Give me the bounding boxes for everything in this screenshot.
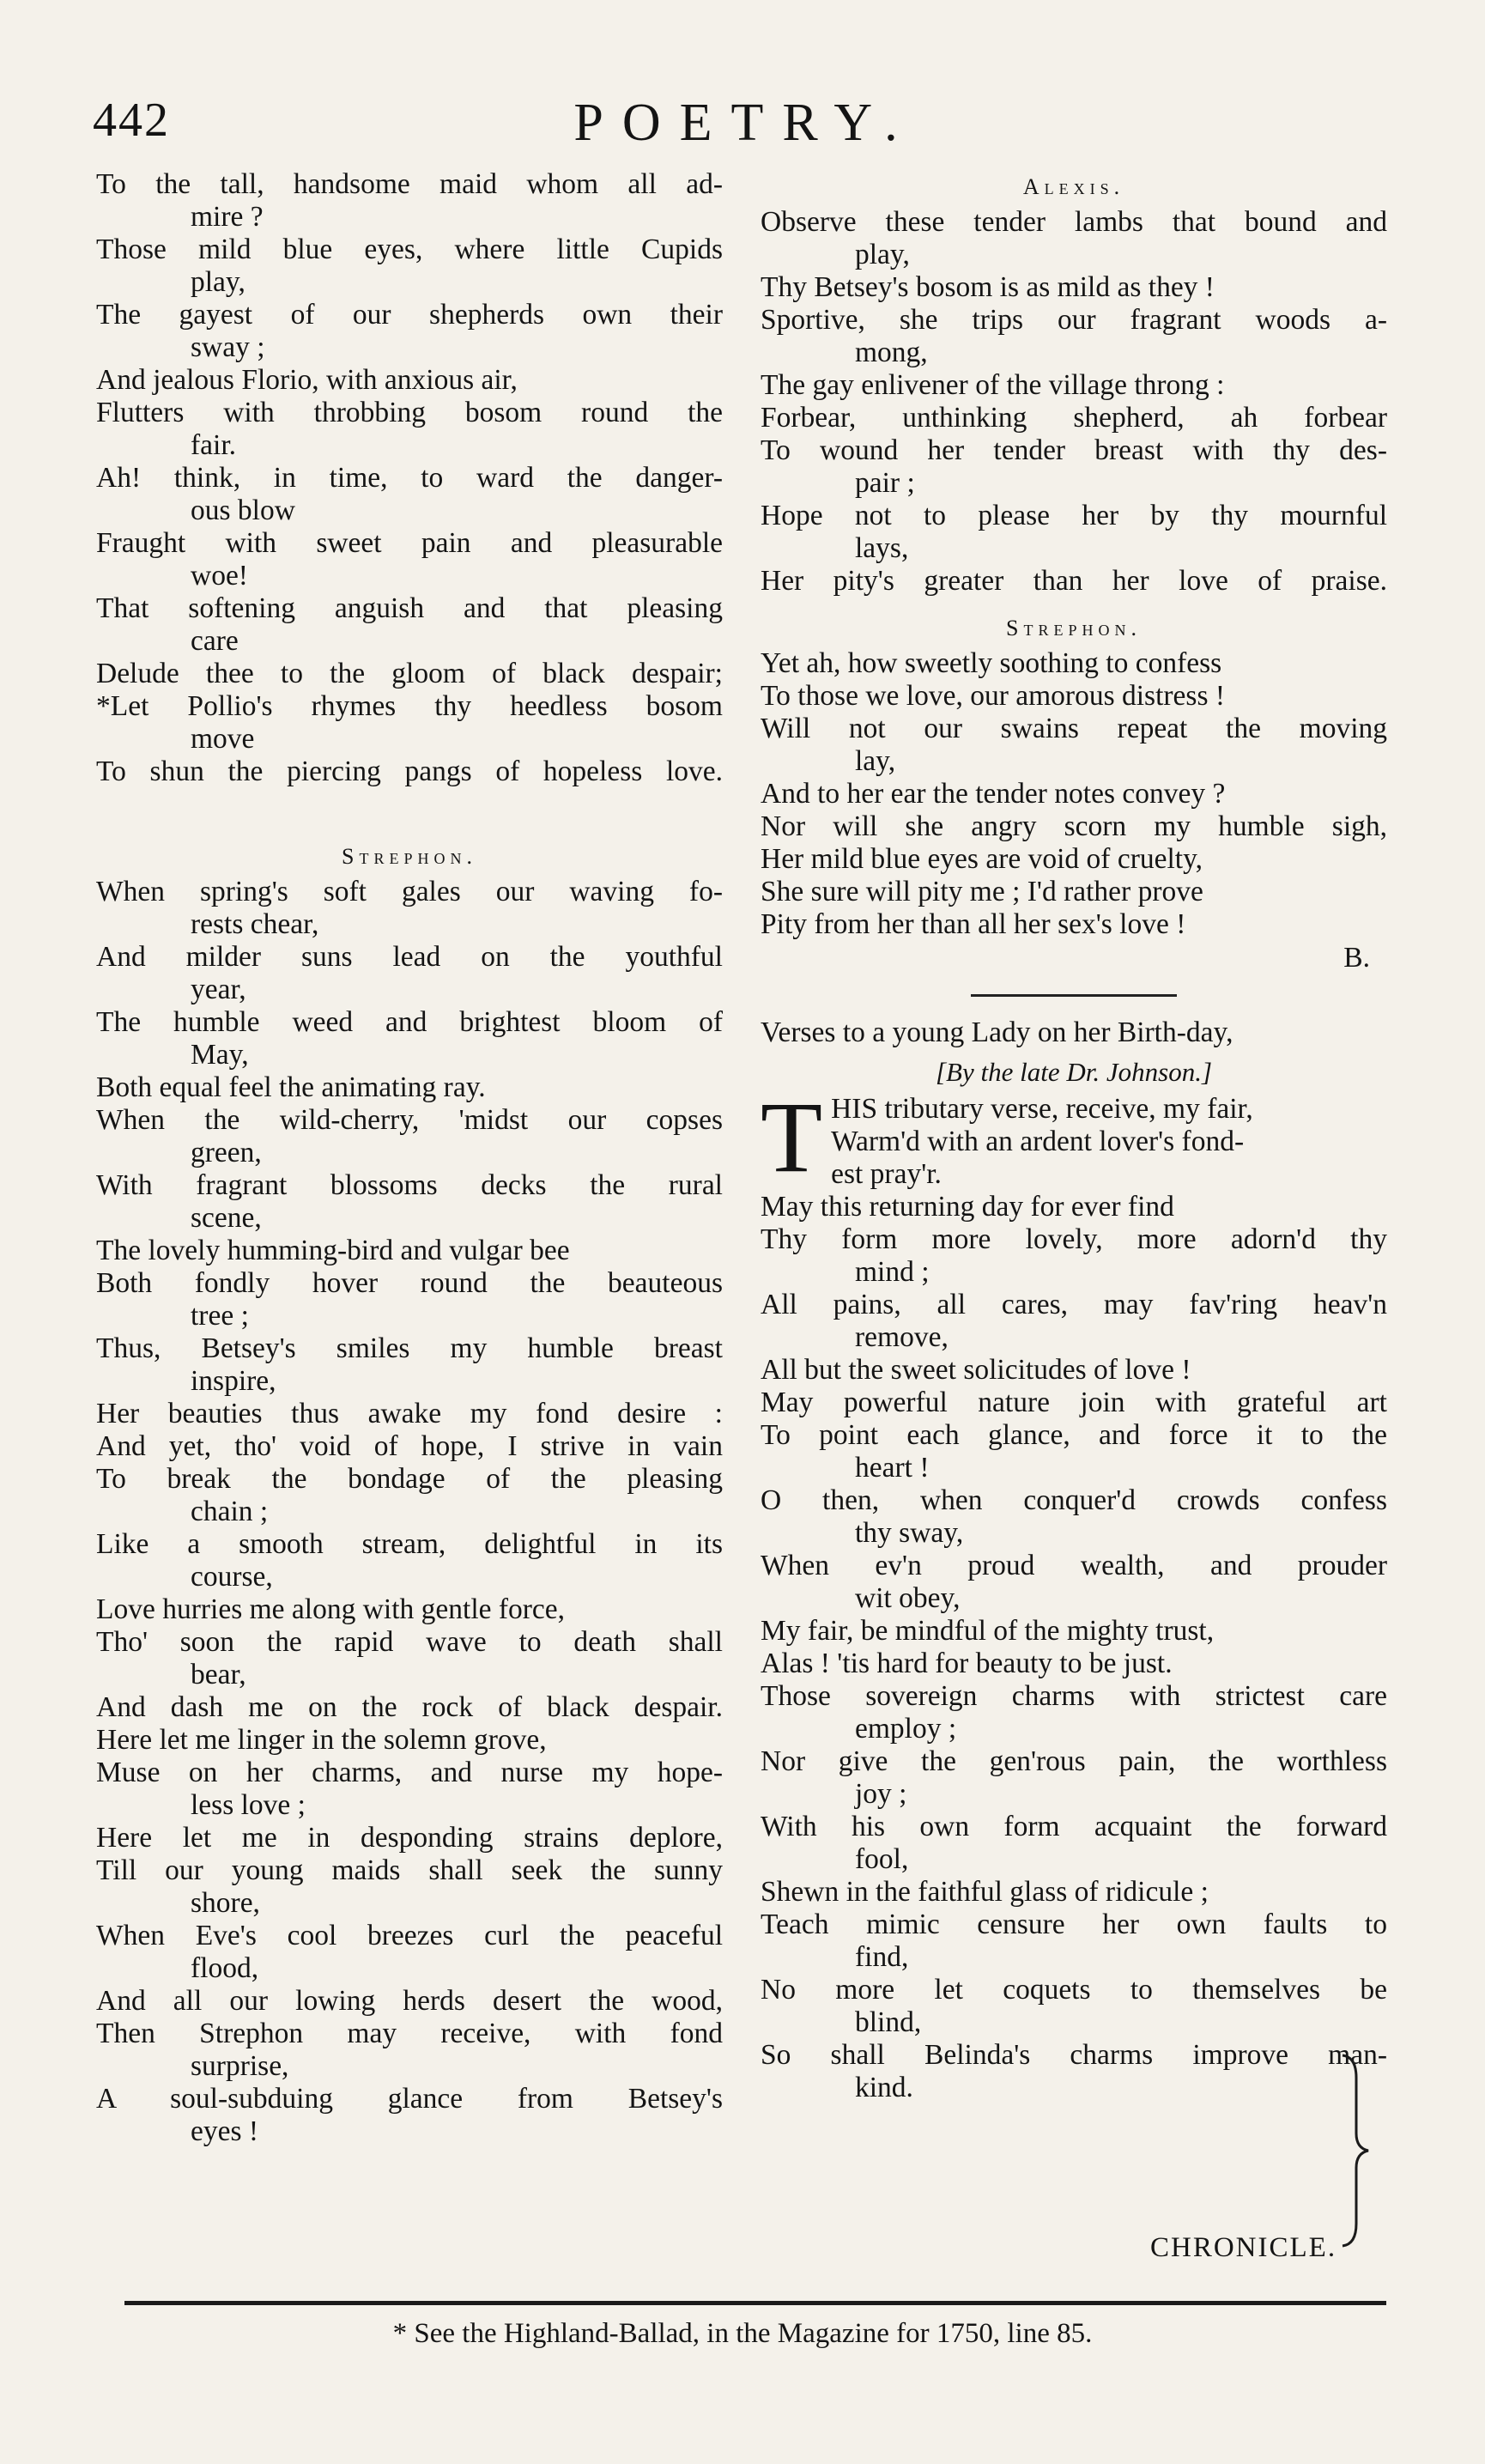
verse-line: The humble weed and brightest bloom of [96, 1006, 723, 1038]
poem-stanza-strephon [96, 876, 723, 2148]
verse-line: The lovely humming-bird and vulgar bee [96, 1235, 570, 1266]
verse-line: Both fondly hover round the beauteous [96, 1267, 723, 1299]
poem-stanza-strephon-reply [761, 647, 1387, 941]
verse-line: Till our young maids shall seek the sunny [96, 1854, 723, 1886]
left-column [96, 168, 723, 2148]
verse-line: Observe these tender lambs that bound and [761, 206, 1387, 238]
verse-line: Nor give the gen'rous pain, the worthless [761, 1745, 1387, 1777]
verse-line: Her pity's greater than her love of praise. [761, 565, 1387, 597]
poem-stanza-alexis [761, 206, 1387, 598]
verse-line: Muse on her charms, and nurse my hope- [96, 1757, 723, 1788]
verse-line: shore, [191, 1887, 260, 1919]
verse-line: Thus, Betsey's smiles my humble breast [96, 1332, 723, 1364]
verse-line: fair. [191, 429, 237, 461]
speaker-heading: Strephon. [342, 844, 477, 869]
verses-attribution: [By the late Dr. Johnson.] [935, 1057, 1213, 1087]
verse-line: And milder suns lead on the youthful [96, 941, 723, 973]
verse-line: And dash me on the rock of black despair. [96, 1691, 723, 1723]
verse-line: When the wild-cherry, 'midst our copses [96, 1104, 723, 1136]
verse-line: With his own form acquaint the forward [761, 1811, 1387, 1842]
verse-line: To wound her tender breast with thy des- [761, 434, 1387, 466]
verse-line: The gayest of our shepherds own their [96, 299, 723, 331]
verse-line: To the tall, handsome maid whom all ad- [96, 168, 723, 200]
verse-line: Thy form more lovely, more adorn'd thy [761, 1223, 1387, 1255]
verse-line: To break the bondage of the pleasing [96, 1463, 723, 1495]
verse-line: And jealous Florio, with anxious air, [96, 364, 518, 396]
verses-opening [761, 1093, 1387, 1191]
verse-line: Yet ah, how sweetly soothing to confess [761, 647, 1222, 679]
verse-line: kind. [855, 2072, 913, 2103]
verse-line: mire ? [191, 201, 264, 233]
verse-line: All but the sweet solicitudes of love ! [761, 1354, 1191, 1386]
verse-line: play, [191, 266, 245, 298]
verse-line: flood, [191, 1952, 259, 1984]
verse-line: thy sway, [855, 1517, 964, 1549]
verse-line: Pity from her than all her sex's love ! [761, 908, 1186, 940]
verse-line: est pray'r. [831, 1158, 942, 1190]
verse-line: Those sovereign charms with strictest care [761, 1680, 1387, 1712]
verse-line: When ev'n proud wealth, and prouder [761, 1550, 1387, 1581]
verse-line: Tho' soon the rapid wave to death shall [96, 1626, 723, 1658]
verse-line: surprise, [191, 2050, 289, 2082]
verse-line: heart ! [855, 1452, 930, 1484]
verse-line: O then, when conquer'd crowds confess [761, 1484, 1387, 1516]
verse-line: Flutters with throbbing bosom round the [96, 397, 723, 428]
verse-line: Ah! think, in time, to ward the danger- [96, 462, 723, 494]
page-header [93, 93, 1397, 161]
signature: B. [1343, 942, 1370, 974]
verse-line: mong, [855, 337, 928, 368]
verse-line: Then Strephon may receive, with fond [96, 2018, 723, 2049]
verse-line: My fair, be mindful of the mighty trust, [761, 1615, 1215, 1647]
section-divider [971, 994, 1177, 997]
verse-line: She sure will pity me ; I'd rather prove [761, 876, 1203, 907]
verse-line: course, [191, 1561, 273, 1593]
verse-line: lays, [855, 532, 909, 564]
verse-line: year, [191, 974, 246, 1005]
verse-line: Her beauties thus awake my fond desire : [96, 1398, 723, 1429]
verse-line: Those mild blue eyes, where little Cupids [96, 234, 723, 265]
verse-line: No more let coquets to themselves be [761, 1974, 1387, 2006]
verse-line: To those we love, our amorous distress ! [761, 680, 1226, 712]
verse-line: find, [855, 1941, 909, 1973]
verse-line: May this returning day for ever find [761, 1191, 1174, 1223]
verse-line: mind ; [855, 1256, 930, 1288]
verses-body [761, 1191, 1387, 2104]
verse-line: A soul-subduing glance from Betsey's [96, 2083, 723, 2115]
verse-line: Delude thee to the gloom of black despair; [96, 658, 723, 689]
verse-line: tree ; [191, 1300, 249, 1332]
catchword: CHRONICLE. [1150, 2232, 1337, 2263]
footnote: * See the Highland-Ballad, in the Magazine for 1750, line 85. [392, 2318, 1093, 2349]
drop-cap: T [761, 1093, 823, 1191]
verse-line: blind, [855, 2006, 922, 2038]
verse-line: joy ; [855, 1778, 907, 1810]
verse-line: With fragrant blossoms decks the rural [96, 1169, 723, 1201]
verse-line: When Eve's cool breezes curl the peaceful [96, 1920, 723, 1951]
verse-line: All pains, all cares, may fav'ring heav'n [761, 1289, 1387, 1320]
verses-title: Verses to a young Lady on her Birth-day, [761, 1017, 1233, 1048]
verse-line: woe! [191, 560, 248, 592]
verse-line: And all our lowing herds desert the wood, [96, 1985, 723, 2017]
right-column [761, 168, 1387, 2104]
verse-line: Warm'd with an ardent lover's fond- [831, 1126, 1245, 1157]
footer-rule [124, 2301, 1386, 2305]
poem-stanza-top [96, 168, 723, 788]
verse-line: May, [191, 1039, 249, 1071]
verse-line: Forbear, unthinking shepherd, ah forbear [761, 402, 1387, 434]
verse-line: HIS tributary verse, receive, my fair, [831, 1093, 1253, 1125]
verse-line: employ ; [855, 1713, 957, 1745]
verse-line: The gay enlivener of the village throng : [761, 369, 1225, 401]
verse-line: So shall Belinda's charms improve man- [761, 2039, 1387, 2071]
verse-line: inspire, [191, 1365, 276, 1397]
verse-line: play, [855, 239, 910, 270]
verse-line: Like a smooth stream, delightful in its [96, 1528, 723, 1560]
verse-line: Nor will she angry scorn my humble sigh, [761, 810, 1387, 842]
verse-line: Sportive, she trips our fragrant woods a- [761, 304, 1387, 336]
verse-line: Here let me in desponding strains deplore, [96, 1822, 723, 1854]
verse-line: Thy Betsey's bosom is as mild as they ! [761, 271, 1215, 303]
speaker-heading-strephon: Strephon. [1006, 616, 1142, 640]
verse-line: scene, [191, 1202, 262, 1234]
verse-line: May powerful nature join with grateful art [761, 1387, 1387, 1418]
verse-line: care [191, 625, 239, 657]
verse-line: Teach mimic censure her own faults to [761, 1909, 1387, 1940]
verse-line: That softening anguish and that pleasing [96, 592, 723, 624]
verse-line: To point each glance, and force it to the [761, 1419, 1387, 1451]
verse-line: Hope not to please her by thy mournful [761, 500, 1387, 531]
verse-line: And to her ear the tender notes convey ? [761, 778, 1226, 810]
verse-line: And yet, tho' void of hope, I strive in vain [96, 1430, 723, 1462]
speaker-heading-alexis: Alexis. [1022, 174, 1125, 199]
brace-mark [1339, 2052, 1373, 2249]
verse-line: pair ; [855, 467, 915, 499]
verse-line: remove, [855, 1321, 949, 1353]
verse-line: Both equal feel the animating ray. [96, 1071, 486, 1103]
page-number: 442 [93, 94, 170, 147]
verse-line: Will not our swains repeat the moving [761, 713, 1387, 744]
verse-line: To shun the piercing pangs of hopeless love. [96, 756, 723, 787]
verse-line: bear, [191, 1659, 246, 1690]
verse-line: Love hurries me along with gentle force, [96, 1593, 566, 1625]
running-head: POETRY. [573, 94, 917, 152]
verse-line: ous blow [191, 495, 295, 526]
verse-line: sway ; [191, 331, 265, 363]
verse-line: rests chear, [191, 908, 319, 940]
verse-line: lay, [855, 745, 896, 777]
verse-line: When spring's soft gales our waving fo- [96, 876, 723, 907]
verse-line: Here let me linger in the solemn grove, [96, 1724, 547, 1756]
verse-line: Shewn in the faithful glass of ridicule ; [761, 1876, 1209, 1908]
verse-line: Alas ! 'tis hard for beauty to be just. [761, 1648, 1173, 1679]
verse-line: green, [191, 1137, 262, 1168]
verse-line: Fraught with sweet pain and pleasurable [96, 527, 723, 559]
verse-line: chain ; [191, 1496, 269, 1527]
verse-line: *Let Pollio's rhymes thy heedless bosom [96, 690, 723, 722]
verse-line: wit obey, [855, 1582, 961, 1614]
verse-line: less love ; [191, 1789, 306, 1821]
verse-line: fool, [855, 1843, 909, 1875]
verse-line: move [191, 723, 255, 755]
verse-line: eyes ! [191, 2115, 259, 2147]
verse-line: Her mild blue eyes are void of cruelty, [761, 843, 1203, 875]
